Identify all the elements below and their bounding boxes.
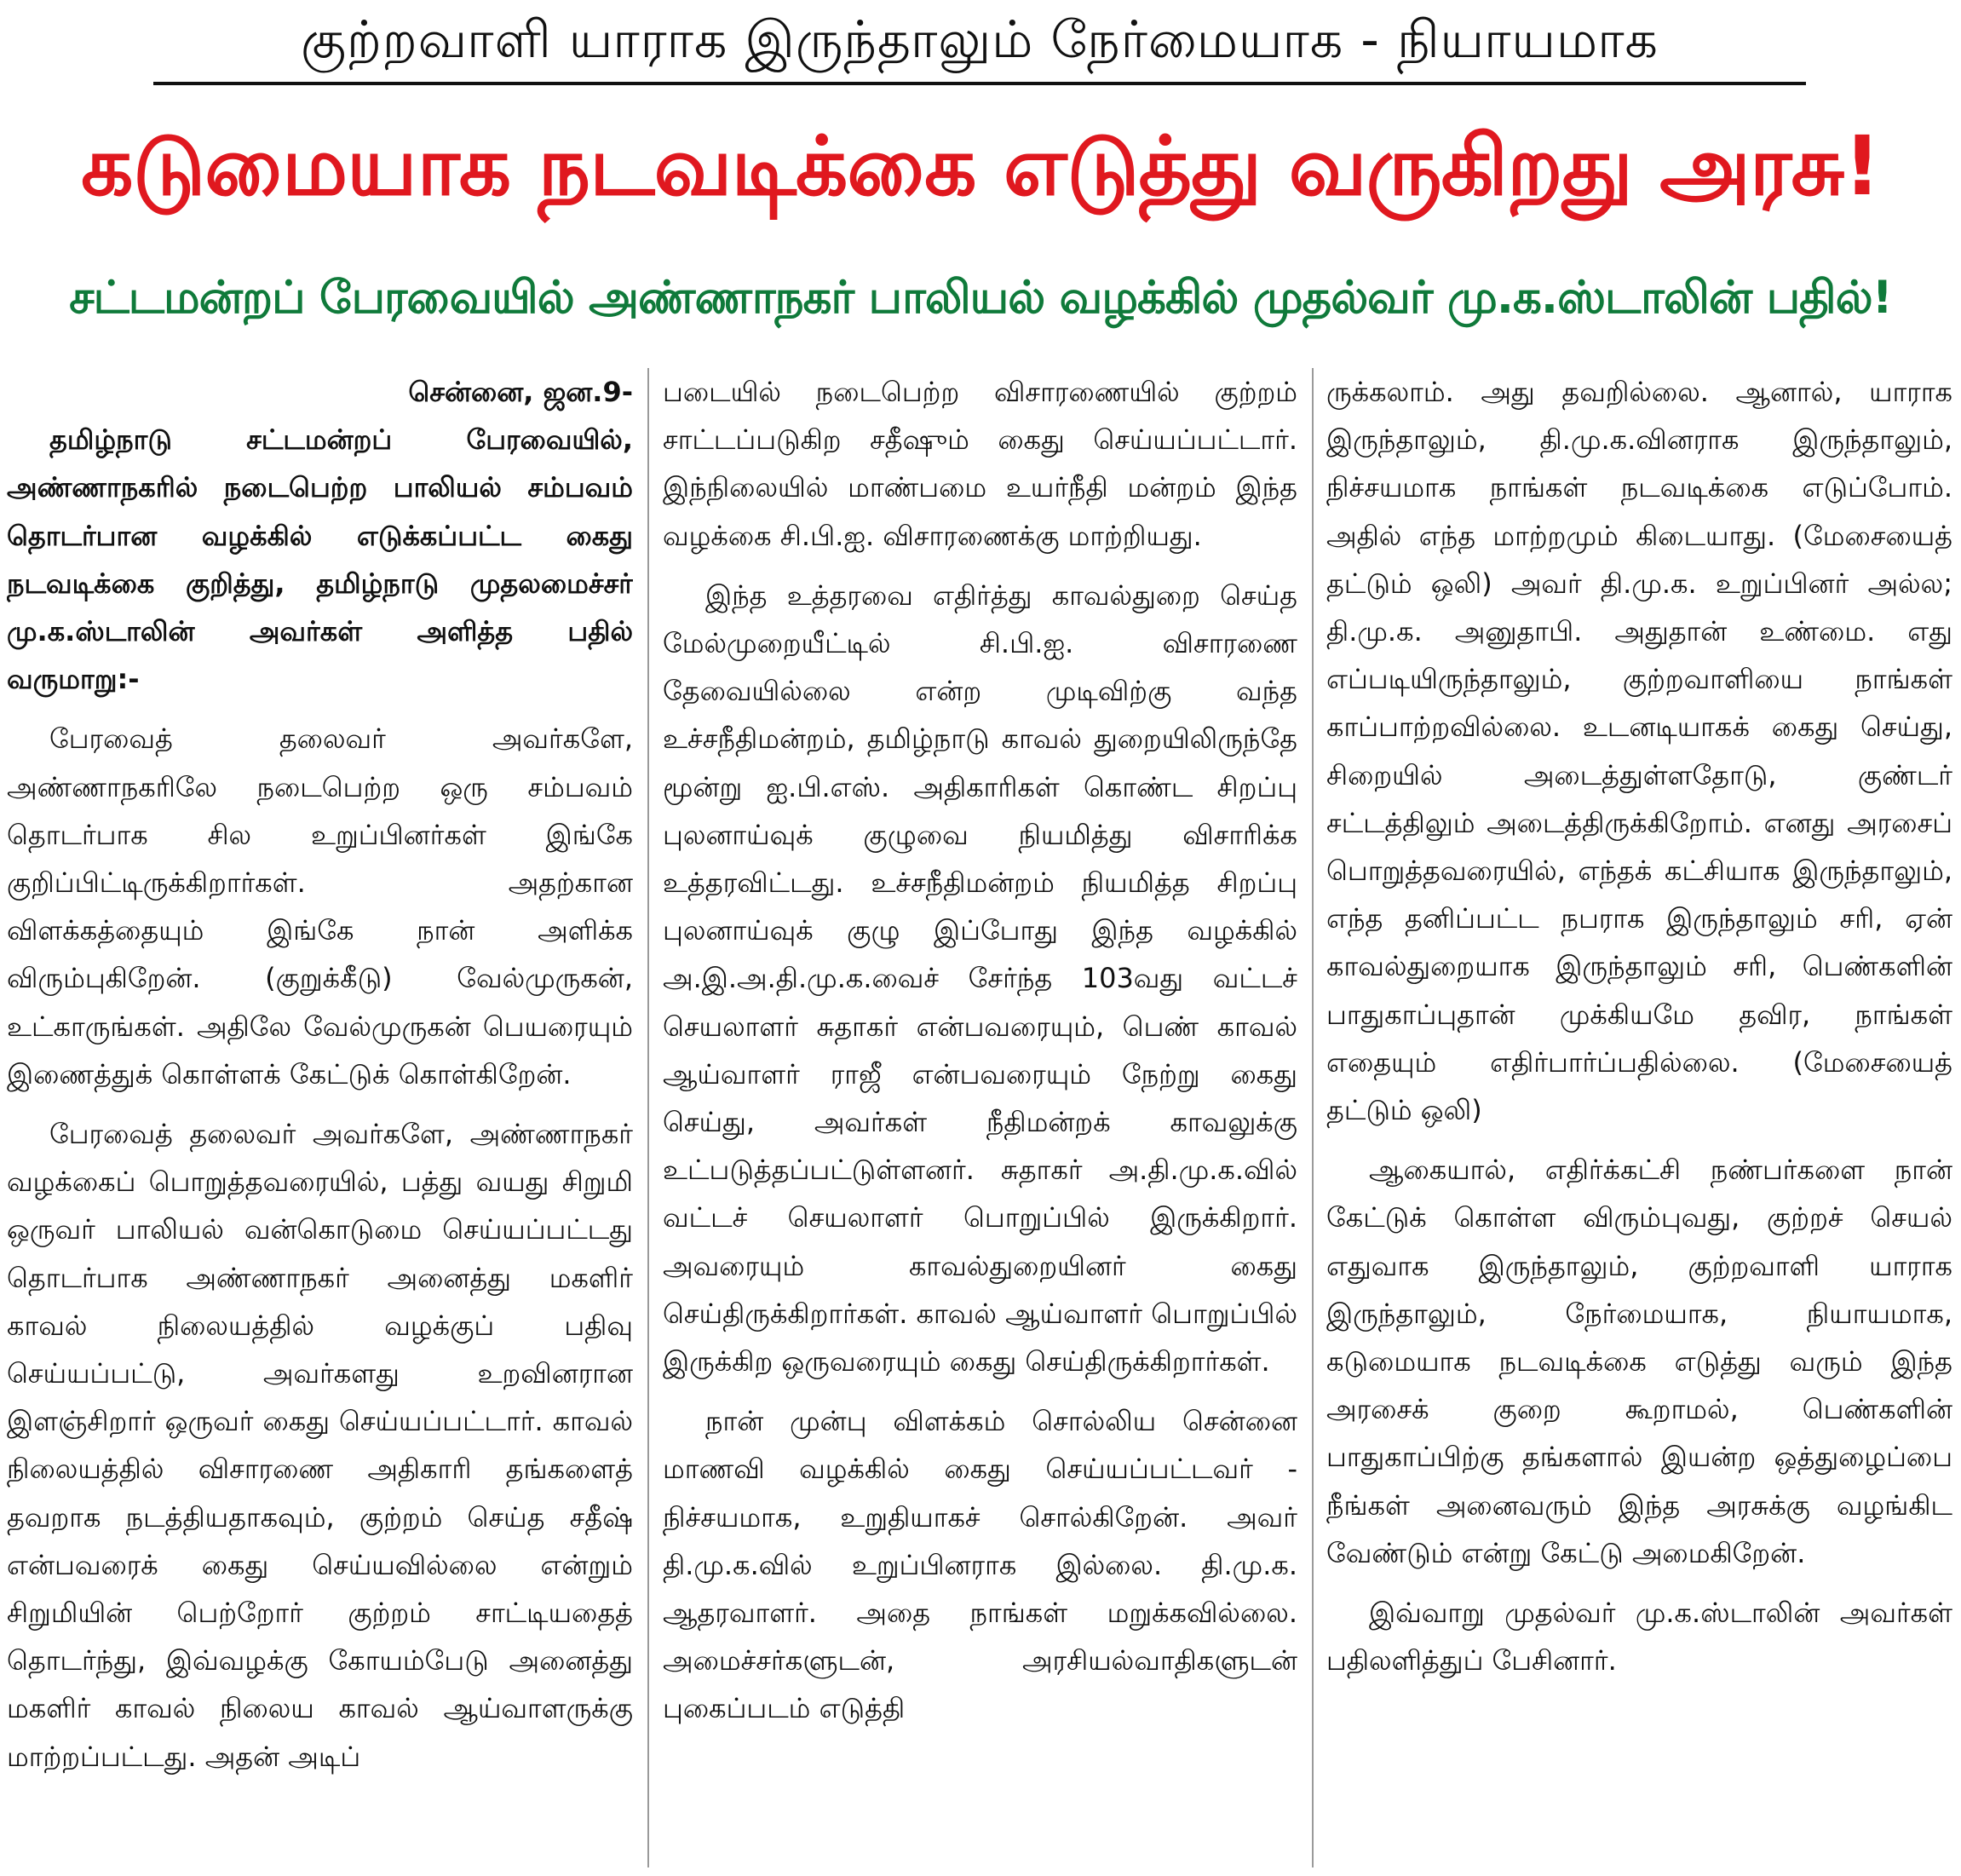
kicker-line: குற்றவாளி யாராக இருந்தாலும் நேர்மையாக - நியாயமாக <box>301 10 1659 70</box>
article-column-3 <box>1326 368 1952 1867</box>
paragraph: இவ்வாறு முதல்வர் மு.க.ஸ்டாலின் அவர்கள் பதிலளித்துப் பேசினார். <box>1326 1597 1952 1677</box>
paragraph: ஆகையால், எதிர்க்கட்சி நண்பர்களை நான் கேட்டுக் கொள்ள விரும்புவது, குற்றச் செயல் எதுவாக இருந்தாலும், குற்றவாளி யாராக இருந்தாலும், நேர்மையாக, நியாயமாக, கடுமையாக நடவடிக்கை எடுத்து வரும் இந்த அரசைக் குறை கூறாமல், பெண்களின் பாதுகாப்பிற்கு தங்களால் இயன்ற ஒத்துழைப்பை நீங்கள் அனைவரும் இந்த அரசுக்கு வழங்கிட வேண்டும் என்று கேட்டு அமைகிறேன். <box>1326 1154 1952 1569</box>
paragraph: ருக்கலாம். அது தவறில்லை. ஆனால், யாராக இருந்தாலும், தி.மு.க.வினராக இருந்தாலும், நிச்சயமாக நாங்கள் நடவடிக்கை எடுப்போம். அதில் எந்த மாற்றமும் கிடையாது. (மேசையைத் தட்டும் ஒலி) அவர் தி.மு.க. உறுப்பினர் அல்ல; தி.மு.க. அனுதாபி. அதுதான் உண்மை. எது எப்படியிருந்தாலும், குற்றவாளியை நாங்கள் காப்பாற்றவில்லை. உடனடியாகக் கைது செய்து, சிறையில் அடைத்துள்ளதோடு, குண்டர் சட்டத்திலும் அடைத்திருக்கிறோம். எனது அரசைப் பொறுத்தவரையில், எந்தக் கட்சியாக இருந்தாலும், எந்த தனிப்பட்ட நபராக இருந்தாலும் சரி, ஏன் காவல்துறையாக இருந்தாலும் சரி, பெண்களின் பாதுகாப்புதான் முக்கியமே தவிர, நாங்கள் எதையும் எதிர்பார்ப்பதில்லை. (மேசையைத் தட்டும் ஒலி) <box>1326 376 1952 1127</box>
paragraph: இந்த உத்தரவை எதிர்த்து காவல்துறை செய்த மேல்முறையீட்டில் சி.பி.ஐ. விசாரணை தேவையில்லை என்ற முடிவிற்கு வந்த உச்சநீதிமன்றம், தமிழ்நாடு காவல் துறையிலிருந்தே மூன்று ஐ.பி.எஸ். அதிகாரிகள் கொண்ட சிறப்பு புலனாய்வுக் குழுவை நியமித்து விசாரிக்க உத்தரவிட்டது. உச்சநீதிமன்றம் நியமித்த சிறப்பு புலனாய்வுக் குழு இப்போது இந்த வழக்கில் அ.இ.அ.தி.மு.க.வைச் சேர்ந்த 103வது வட்டச் செயலாளர் சுதாகர் என்பவரையும், பெண் காவல் ஆய்வாளர் ராஜீ என்பவரையும் நேற்று கைது செய்து, அவர்கள் நீதிமன்றக் காவலுக்கு உட்படுத்தப்பட்டுள்ளனர். சுதாகர் அ.தி.மு.க.வில் வட்டச் செயலாளர் பொறுப்பில் இருக்கிறார். அவரையும் காவல்துறையினர் கைது செய்திருக்கிறார்கள். காவல் ஆய்வாளர் பொறுப்பில் இருக்கிற ஒருவரையும் கைது செய்திருக்கிறார்கள். <box>663 578 1297 1378</box>
subheadline: சட்டமன்றப் பேரவையில் அண்ணாநகர் பாலியல் வழக்கில் முதல்வர் மு.க.ஸ்டாலின் பதில்! <box>69 272 1892 324</box>
article-column-2 <box>663 368 1297 1867</box>
paragraph: நான் முன்பு விளக்கம் சொல்லிய சென்னை மாணவி வழக்கில் கைது செய்யப்பட்டவர் - நிச்சயமாக, உறுதியாகச் சொல்கிறேன். அவர் தி.மு.க.வில் உறுப்பினராக இல்லை. தி.மு.க. ஆதரவாளர். அதை நாங்கள் மறுக்கவில்லை. அமைச்சர்களுடன், அரசியல்வாதிகளுடன் புகைப்படம் எடுத்தி <box>663 1405 1297 1725</box>
column-divider <box>647 368 649 1867</box>
dateline: சென்னை, ஜன.9- <box>408 376 633 408</box>
column-divider <box>1312 368 1314 1867</box>
headline: கடுமையாக நடவடிக்கை எடுத்து வருகிறது அரசு! <box>81 118 1880 214</box>
paragraph: படையில் நடைபெற்ற விசாரணையில் குற்றம் சாட்டப்படுகிற சதீஷும் கைது செய்யப்பட்டார். இந்நிலையில் மாண்பமை உயர்நீதி மன்றம் இந்த வழக்கை சி.பி.ஐ. விசாரணைக்கு மாற்றியது. <box>663 376 1297 552</box>
paragraph: பேரவைத் தலைவர் அவர்களே, அண்ணாநகரிலே நடைபெற்ற ஒரு சம்பவம் தொடர்பாக சில உறுப்பினர்கள் இங்கே குறிப்பிட்டிருக்கிறார்கள். அதற்கான விளக்கத்தையும் இங்கே நான் அளிக்க விரும்புகிறேன். (குறுக்கீடு) வேல்முருகன், உட்காருங்கள். அதிலே வேல்முருகன் பெயரையும் இணைத்துக் கொள்ளக் கேட்டுக் கொள்கிறேன். <box>7 722 633 1090</box>
article-body <box>0 368 1961 1876</box>
article-lead: தமிழ்நாடு சட்டமன்றப் பேரவையில், அண்ணாநகரில் நடைபெற்ற பாலியல் சம்பவம் தொடர்பான வழக்கில் எடுக்கப்பட்ட கைது நடவடிக்கை குறித்து, தமிழ்நாடு முதலமைச்சர் மு.க.ஸ்டாலின் அவர்கள் அளித்த பதில் வருமாறு:- <box>7 423 633 696</box>
kicker-underline <box>153 82 1806 85</box>
paragraph: பேரவைத் தலைவர் அவர்களே, அண்ணாநகர் வழக்கைப் பொறுத்தவரையில், பத்து வயது சிறுமி ஒருவர் பாலியல் வன்கொடுமை செய்யப்பட்டது தொடர்பாக அண்ணாநகர் அனைத்து மகளிர் காவல் நிலையத்தில் வழக்குப் பதிவு செய்யப்பட்டு, அவர்களது உறவினரான இளஞ்சிறார் ஒருவர் கைது செய்யப்பட்டார். காவல் நிலையத்தில் விசாரணை அதிகாரி தங்களைத் தவறாக நடத்தியதாகவும், குற்றம் செய்த சதீஷ் என்பவரைக் கைது செய்யவில்லை என்றும் சிறுமியின் பெற்றோர் குற்றம் சாட்டியதைத் தொடர்ந்து, இவ்வழக்கு கோயம்பேடு அனைத்து மகளிர் காவல் நிலைய காவல் ஆய்வாளருக்கு மாற்றப்பட்டது. அதன் அடிப் <box>7 1118 633 1773</box>
article-column-1 <box>7 368 633 1867</box>
